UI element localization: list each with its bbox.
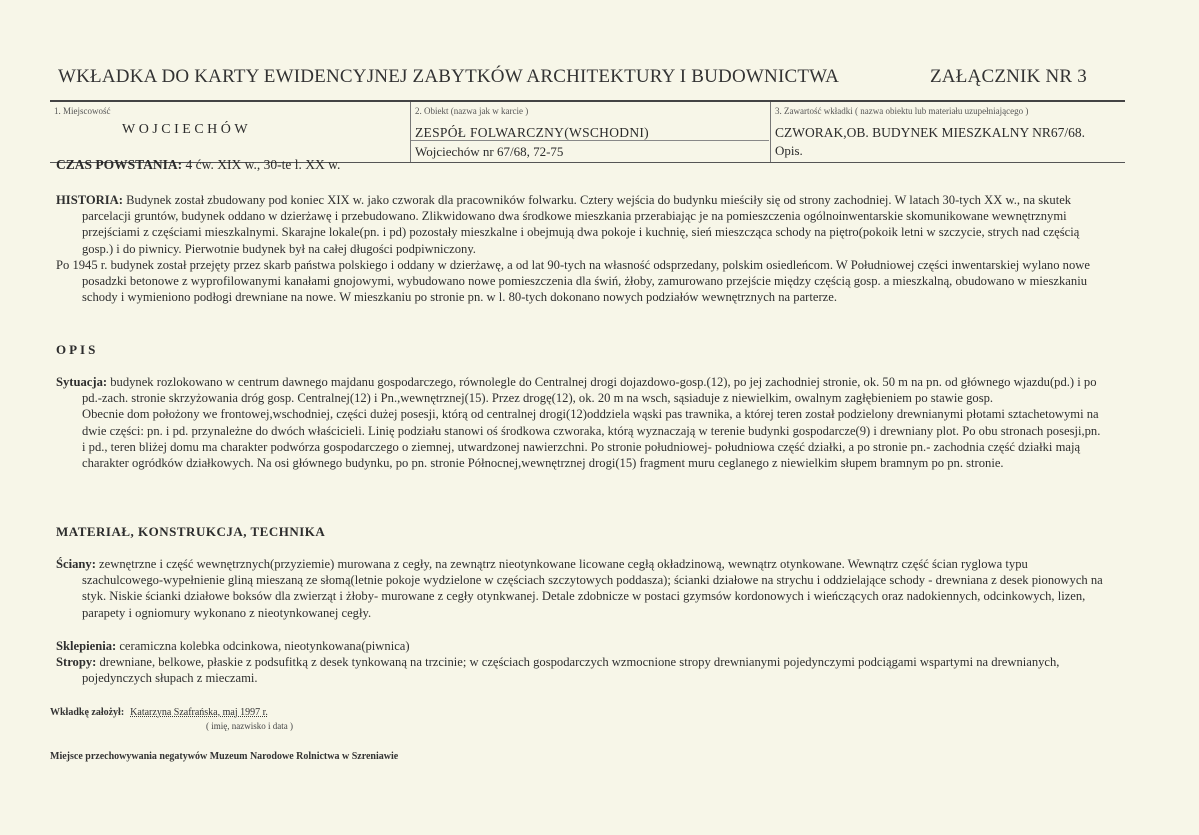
locality-cell xyxy=(50,102,408,162)
content-label: 3. Zawartość wkładki ( nazwa obiektu lub materiału uzupełniającego ) xyxy=(775,106,1029,116)
locality-value: WOJCIECHÓW xyxy=(122,122,252,137)
object-cell xyxy=(410,102,769,162)
vaults-label: Sklepienia: xyxy=(56,639,117,653)
archive-location: Miejsce przechowywania negatywów Muzeum Narodowe Rolnictwa w Szreniawie xyxy=(50,751,399,762)
object-address: Wojciechów nr 67/68, 72-75 xyxy=(415,144,564,159)
history-text-1: Budynek został zbudowany pod koniec XIX w. jako czworak dla pracowników folwarku. Cztery wejścia do budynku mieściły się od strony zachodniej. W latach 30-tych XX w., na skutek parcelacji gruntów, budynek oddano w dzierżawę i przebudowano. Zlikwidowano dwa środkowe mieszkania przerabiając je na pomieszczenia ogólnoinwentarskie skomunikowane wewnętrznymi przejściami z częściami mieszkalnymi. Skarajne lokale(pn. i pd) pozostały mieszkalne i obejmują dwa pokoje i kuchnię, sień mieszcząca schody na piętro(pokoik letni w szczycie, strych nad częścią gosp.) i do piwnicy. Pierwotnie budynek był na całej długości podpiwniczony. xyxy=(82,193,1080,256)
object-value: ZESPÓŁ FOLWARCZNY(WSCHODNI) xyxy=(415,125,649,140)
creation-time-label: CZAS POWSTANIA: xyxy=(56,157,183,172)
walls-section xyxy=(56,556,1106,621)
object-divider xyxy=(411,140,769,141)
ceilings-text: drewniane, belkowe, płaskie z podsufitką z desek tynkowaną na trzcinie; w częściach gospodarczych wzmocnione stropy drewnianymi pojedynczymi podciągami wspartymi na drewnianych, pojedynczych słupach z mieczami. xyxy=(82,655,1060,686)
walls-text: zewnętrzne i część wewnętrznych(przyziemie) murowana z cegły, na zewnątrz nieotynkowane licowane cegłą okładzinową, wewnątrz otynkowane. Wewnątrz część ścian ryglowa typu szachulcowego-wypełnienie gliną mieszaną ze słomą(letnie pokoje wydzielone w częściach szczytowych poddasza); ścianki działowe na strychu i oddzielające schody - drewniana z desek pionowych na styk. Niskie ścianki działowe boksów dla zwierząt i żłoby- murowane z cegły otynkwanej. Detale zdobnicze w postaci gzymsów kordonowych i wieńczących oraz nadokiennych, odcinkowych, lizen, parapety i ogniomury wykonano z nieotynkowanej cegły. xyxy=(82,557,1103,620)
walls-label: Ściany: xyxy=(56,557,96,571)
object-label: 2. Obiekt (nazwa jak w karcie ) xyxy=(415,106,529,116)
creation-time xyxy=(56,157,340,173)
info-grid xyxy=(50,100,1125,163)
vaults-section xyxy=(56,638,1106,687)
situation-paragraph-2 xyxy=(56,406,1106,471)
history-section xyxy=(56,192,1106,305)
founder-value: Katarzyna Szafrańska, maj 1997 r. xyxy=(130,707,268,718)
founder-line xyxy=(50,707,268,718)
situation-text-1: budynek rozlokowano w centrum dawnego majdanu gospodarczego, równolegle do Centralnej drogi dojazdowo-gosp.(12), po jej zachodniej stronie, ok. 50 m na pn. od głównego wjazdu(pd.) i po pd.-zach. stronie skrzyżowania dróg gosp. Centralnej(12) i Pn.,wewnętrznej(15). Przez drogę(12), ok. 20 m na wsch, sąsiaduje z niewielkim, owalnym zagłębieniem po stawie gosp. xyxy=(82,375,1097,406)
history-paragraph-1 xyxy=(56,192,1106,257)
creation-time-value: 4 ćw. XIX w., 30-te l. XX w. xyxy=(182,157,341,172)
founder-label: Wkładkę założył: xyxy=(50,707,125,718)
annex-number: ZAŁĄCZNIK NR 3 xyxy=(930,66,1087,87)
walls-paragraph xyxy=(56,556,1106,621)
situation-paragraph-1 xyxy=(56,374,1106,406)
history-text-2: Po 1945 r. budynek został przejęty przez skarb państwa polskiego i oddany w dzierżawę, a od lat 90-tych na własność odsprzedany, polskim osiedleńcom. W Południowej części inwentarskiej wylano nowe posadzki betonowe z wyprofilowanymi kanałami gnojowymi, wybudowano nowe pomieszczenia dla świń, żłoby, zamurowano przejście między częścią gosp. a mieszkalną, obudowano w mieszkaniu schody i wymieniono podłogi drewniane na nowe. W mieszkaniu po stronie pn. w l. 80-tych dokonano nowych podziałów wewnętrznych na parterze. xyxy=(56,257,1090,305)
material-heading: MATERIAŁ, KONSTRUKCJA, TECHNIKA xyxy=(56,524,326,539)
situation-text-2: Obecnie dom położony we frontowej,wschodniej, części dużej posesji, którą od centralnej drogi(12)oddziela wąski pas trawnika, a której teren został podzielony drewnianymi płotami sztachetowymi na dwie części: pn. i pd. przynależne do dwóch właścicieli. Linię podziału stanowi oś środkowa czworaka, którą wyznaczają w terenie budynki gospodarcze(9) i drewniany plot. Po obu stronach posesji,pn. i pd., teren bliżej domu ma charakter podwórza gospodarczego o ziemnej, utwardzonej nawierzchni. Po stronie południowej- południowa część działki, a po stronie pn.- zachodnia część działki mają charakter ogródków działkowych. Na osi głównego budynku, po pn. stronie Północnej,wewnętrznej drogi(15) fragment muru ceglanego z niewielkim słupem bramnym po pn. stronie. xyxy=(82,407,1101,471)
document-title: WKŁADKA DO KARTY EWIDENCYJNEJ ZABYTKÓW ARCHITEKTURY I BUDOWNICTWA xyxy=(58,66,840,87)
ceilings-paragraph xyxy=(56,654,1106,686)
opis-heading: OPIS xyxy=(56,342,99,357)
founder-hint: ( imię, nazwisko i data ) xyxy=(206,721,293,731)
situation-section xyxy=(56,374,1106,471)
content-value: CZWORAK,OB. BUDYNEK MIESZKALNY NR67/68. xyxy=(775,125,1085,140)
content-value-2: Opis. xyxy=(775,143,803,158)
vaults-text: ceramiczna kolebka odcinkowa, nieotynkowana(piwnica) xyxy=(116,639,410,653)
ceilings-label: Stropy: xyxy=(56,655,97,670)
history-label: HISTORIA: xyxy=(56,193,123,207)
locality-label: 1. Miejscowość xyxy=(54,106,111,116)
history-paragraph-2 xyxy=(30,257,1106,306)
vaults-paragraph xyxy=(56,638,1106,654)
situation-label: Sytuacja: xyxy=(56,375,108,389)
content-cell xyxy=(770,102,1126,162)
